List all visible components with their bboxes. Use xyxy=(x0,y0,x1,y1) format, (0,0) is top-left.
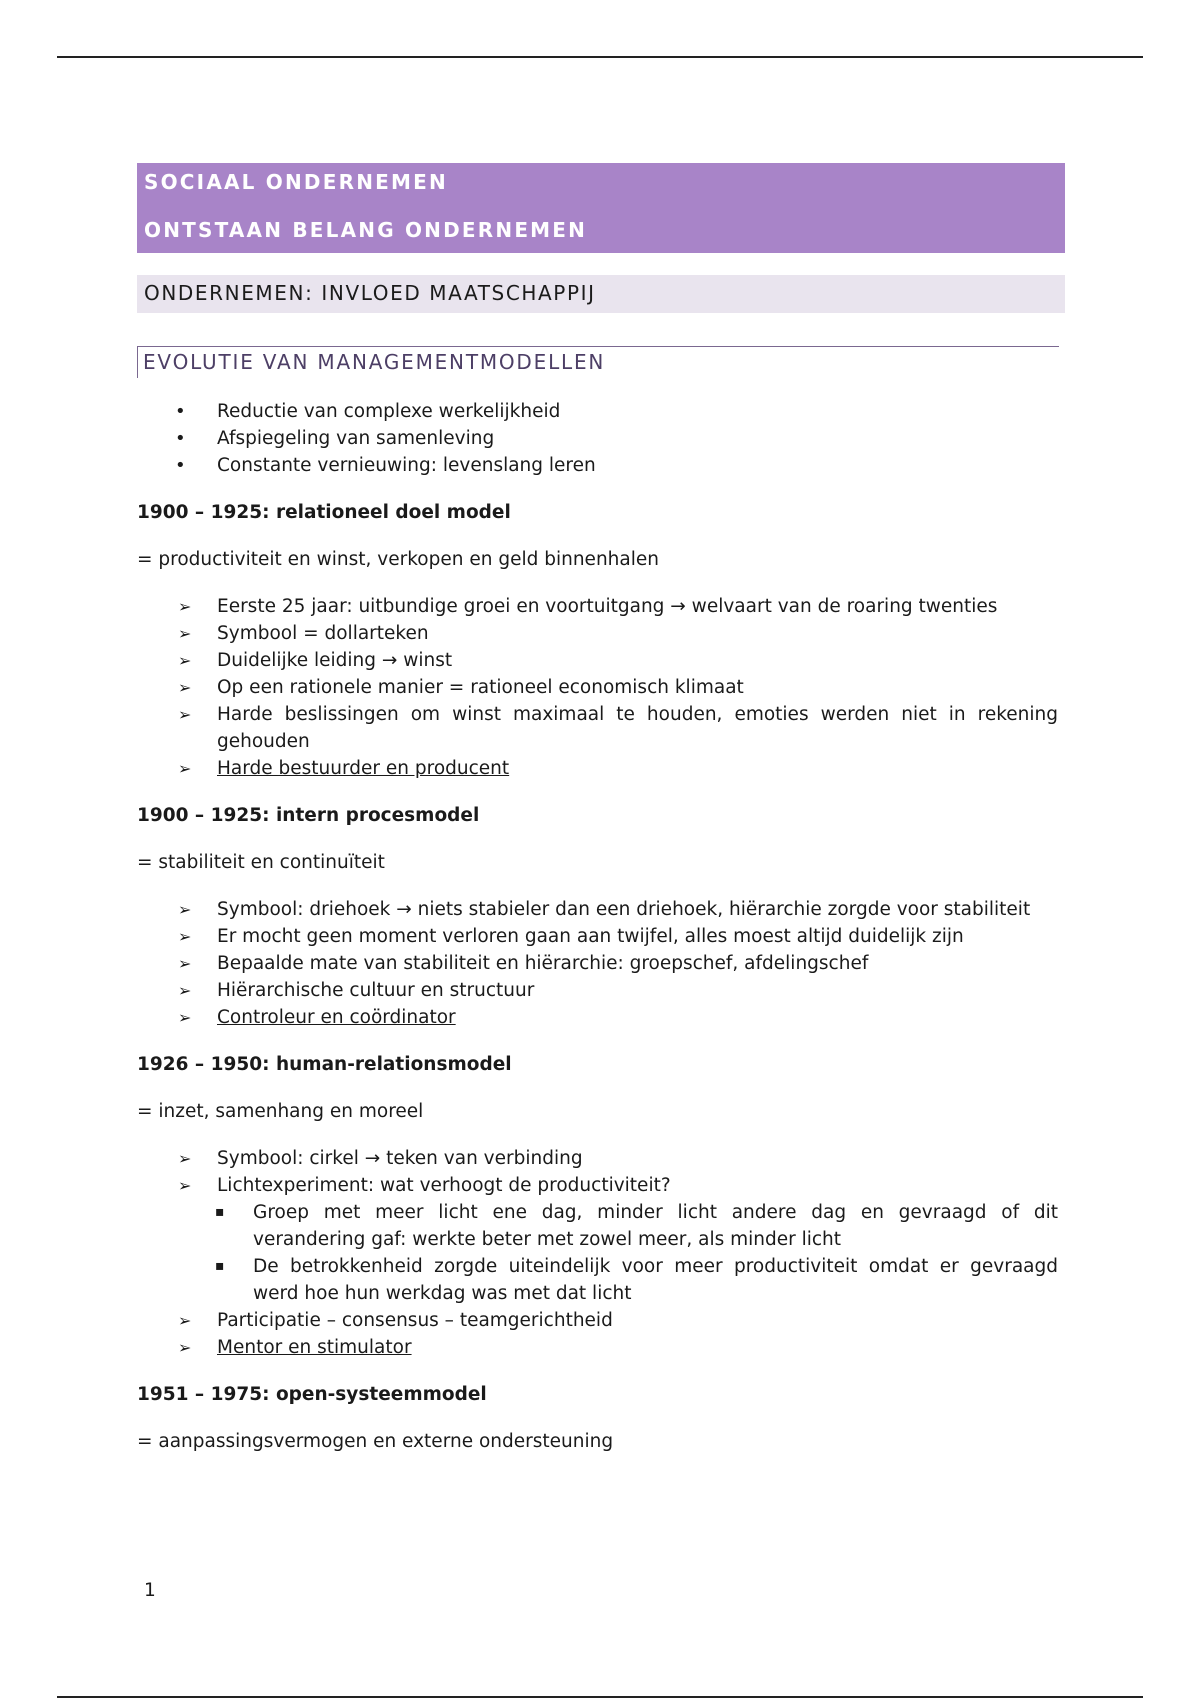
bottom-rule xyxy=(57,1696,1143,1698)
arrow-bullet-icon: ➢ xyxy=(178,900,192,919)
square-bullet-icon: ▪ xyxy=(215,1258,225,1274)
section-title: 1951 – 1975: open-systeemmodel xyxy=(137,1384,487,1405)
arrow-bullet-icon: ➢ xyxy=(178,759,192,778)
heading1-line1: SOCIAAL ONDERNEMEN xyxy=(144,170,448,194)
list-item: ➢ Symbool = dollarteken xyxy=(137,620,1065,647)
list-item: ➢ Participatie – consensus – teamgerichtheid xyxy=(137,1307,1065,1334)
arrow-bullet-icon: ➢ xyxy=(178,678,192,697)
arrow-list xyxy=(137,896,1065,1031)
page-number: 1 xyxy=(144,1580,156,1601)
intro-bullet-list xyxy=(137,398,1065,479)
arrow-list xyxy=(137,593,1065,782)
heading3: EVOLUTIE VAN MANAGEMENTMODELLEN xyxy=(137,346,1059,378)
section-definition: = inzet, samenhang en moreel xyxy=(137,1101,424,1122)
bullet-icon: • xyxy=(175,428,186,449)
list-item: ➢ Harde bestuurder en producent xyxy=(137,755,1065,782)
list-item: ➢ Symbool: driehoek → niets stabieler dan een driehoek, hiërarchie zorgde voor stabiliteit xyxy=(137,896,1065,923)
heading1-band xyxy=(137,163,1065,253)
list-item: ➢ Op een rationele manier = rationeel economisch klimaat xyxy=(137,674,1065,701)
sub-list xyxy=(217,1199,1058,1307)
list-item: ➢ Symbool: cirkel → teken van verbinding xyxy=(137,1145,1065,1172)
list-item: • Afspiegeling van samenleving xyxy=(137,425,1065,452)
list-item: ➢ Mentor en stimulator xyxy=(137,1334,1065,1361)
arrow-bullet-icon: ➢ xyxy=(178,1338,192,1357)
arrow-bullet-icon: ➢ xyxy=(178,624,192,643)
body-content xyxy=(137,398,1065,1455)
bullet-icon: • xyxy=(175,401,186,422)
list-item: ➢ Hiërarchische cultuur en structuur xyxy=(137,977,1065,1004)
arrow-bullet-icon: ➢ xyxy=(178,1311,192,1330)
section-definition: = stabiliteit en continuïteit xyxy=(137,852,385,873)
list-item: ➢ Er mocht geen moment verloren gaan aan twijfel, alles moest altijd duidelijk zijn xyxy=(137,923,1065,950)
section-definition: = productiviteit en winst, verkopen en geld binnenhalen xyxy=(137,549,659,570)
arrow-bullet-icon: ➢ xyxy=(178,705,192,724)
list-item: ➢ Lichtexperiment: wat verhoogt de productiviteit? ▪ Groep met meer licht ene dag, minder licht andere dag en gevraagd of dit verandering gaf: werkte beter met zowel meer, als minder licht ▪ De betrokkenheid zorgde uiteindelijk voor meer productiviteit omdat er gevraagd werd hoe hun werkdag was met dat licht xyxy=(137,1172,1065,1307)
sub-list-item: ▪ Groep met meer licht ene dag, minder licht andere dag en gevraagd of dit verandering gaf: werkte beter met zowel meer, als minder licht xyxy=(137,1199,1058,1253)
square-bullet-icon: ▪ xyxy=(215,1204,225,1220)
bullet-icon: • xyxy=(175,455,186,476)
list-item: ➢ Harde beslissingen om winst maximaal te houden, emoties werden niet in rekening gehouden xyxy=(137,701,1065,755)
arrow-bullet-icon: ➢ xyxy=(178,927,192,946)
arrow-bullet-icon: ➢ xyxy=(178,651,192,670)
list-item: ➢ Eerste 25 jaar: uitbundige groei en voortuitgang → welvaart van de roaring twenties xyxy=(137,593,1065,620)
section-definition: = aanpassingsvermogen en externe ondersteuning xyxy=(137,1431,614,1452)
heading2: ONDERNEMEN: INVLOED MAATSCHAPPIJ xyxy=(137,275,1065,313)
arrow-bullet-icon: ➢ xyxy=(178,1149,192,1168)
top-rule xyxy=(57,56,1143,58)
heading1-line2: ONTSTAAN BELANG ONDERNEMEN xyxy=(144,218,588,242)
list-item: ➢ Duidelijke leiding → winst xyxy=(137,647,1065,674)
arrow-bullet-icon: ➢ xyxy=(178,1008,192,1027)
sub-list-item: ▪ De betrokkenheid zorgde uiteindelijk voor meer productiviteit omdat er gevraagd werd hoe hun werkdag was met dat licht xyxy=(137,1253,1058,1307)
section-title: 1900 – 1925: relationeel doel model xyxy=(137,502,511,523)
document-page xyxy=(137,163,1065,1455)
arrow-bullet-icon: ➢ xyxy=(178,597,192,616)
list-item: ➢ Controleur en coördinator xyxy=(137,1004,1065,1031)
list-item: ➢ Bepaalde mate van stabiliteit en hiërarchie: groepschef, afdelingschef xyxy=(137,950,1065,977)
arrow-bullet-icon: ➢ xyxy=(178,1176,192,1195)
section-title: 1926 – 1950: human-relationsmodel xyxy=(137,1054,512,1075)
arrow-list xyxy=(137,1145,1065,1361)
list-item: • Constante vernieuwing: levenslang leren xyxy=(137,452,1065,479)
list-item: • Reductie van complexe werkelijkheid xyxy=(137,398,1065,425)
section-title: 1900 – 1925: intern procesmodel xyxy=(137,805,480,826)
arrow-bullet-icon: ➢ xyxy=(178,981,192,1000)
arrow-bullet-icon: ➢ xyxy=(178,954,192,973)
